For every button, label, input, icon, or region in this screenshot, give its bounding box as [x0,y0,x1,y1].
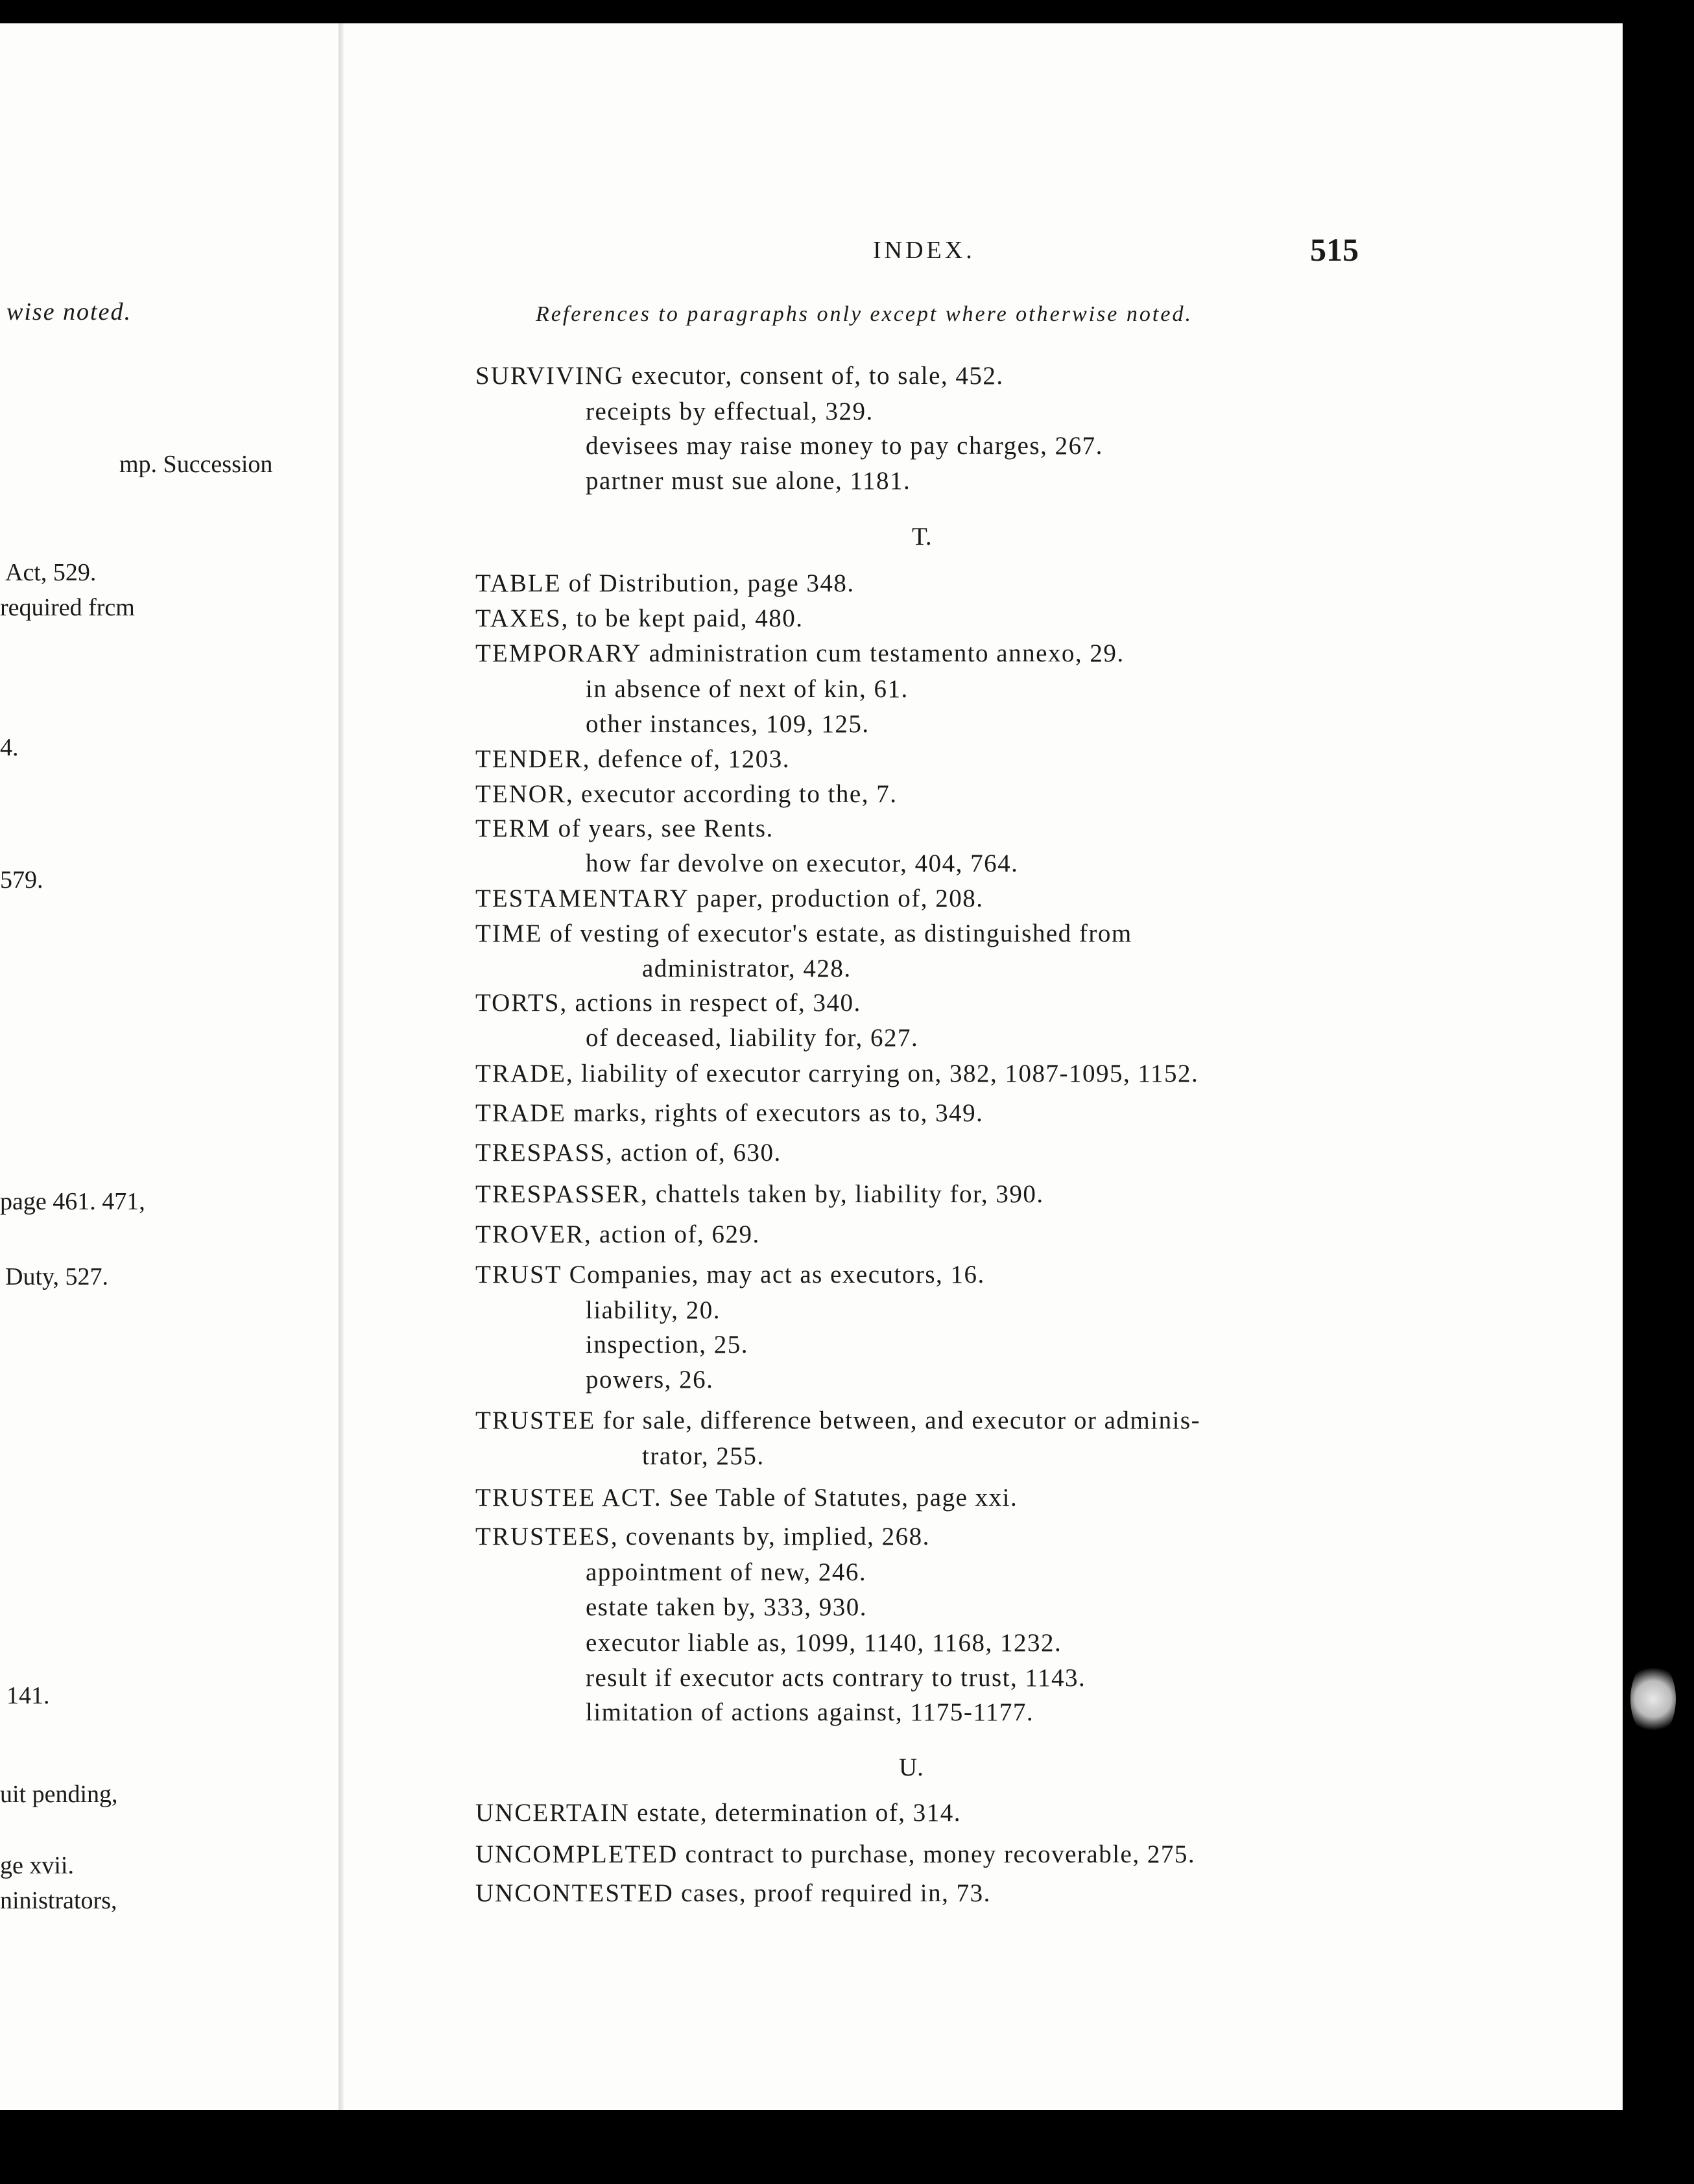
index-subentry [586,1700,1034,1725]
entry-headword: TEMPORARY [475,639,642,667]
index-entry [475,1262,985,1287]
entry-text: inspection, 25. [586,1331,749,1359]
index-entry [475,1881,991,1906]
index-subentry [586,676,909,702]
index-subentry [586,711,870,737]
index-subentry [586,1332,748,1357]
left-fragment: required frcm [0,594,135,621]
entry-text: other instances, 109, 125. [586,710,870,738]
index-subentry [586,851,1018,876]
entry-text: estate taken by, 333, 930. [586,1593,867,1621]
entry-text: executor liable as, 1099, 1140, 1168, 1232. [586,1629,1062,1657]
entry-headword: TABLE [475,569,562,597]
entry-headword: TRADE [475,1099,566,1127]
entry-headword: TROVER, [475,1220,592,1248]
left-fragment: Act, 529. [5,559,97,586]
entry-text: See Table of Statutes, page xxi. [662,1484,1018,1512]
left-fragment: Duty, 527. [5,1263,109,1290]
entry-text: liability, 20. [586,1296,721,1324]
entry-text: marks, rights of executors as to, 349. [566,1099,984,1127]
index-entry [475,1842,1195,1867]
entry-text: action of, 629. [591,1220,760,1248]
left-facing-page [0,23,339,2110]
page-gutter [339,23,344,2110]
entry-text: defence of, 1203. [590,745,791,773]
index-subentry [642,1443,765,1469]
entry-headword: TIME [475,920,543,947]
index-entry [475,606,803,631]
entry-text: of vesting of executor's estate, as distinguished from [542,920,1132,947]
index-entry [475,363,1004,388]
entry-headword: TERM [475,814,551,842]
index-entry [475,1408,1200,1433]
section-letter-heading: U. [899,1753,924,1781]
entry-headword: TAXES, [475,604,569,632]
left-fragment: wise noted. [6,298,132,326]
left-fragment: 141. [6,1682,50,1709]
index-subentry [586,1025,918,1050]
entry-headword: SURVIVING [475,362,625,390]
index-entry [475,1800,961,1825]
entry-headword: TRUSTEE ACT. [475,1484,662,1512]
index-subentry [642,956,852,981]
index-subentry [586,1595,867,1620]
index-entry [475,641,1125,666]
index-entry [475,886,984,911]
index-entry [475,1181,1044,1207]
entry-text: limitation of actions against, 1175-1177. [586,1698,1034,1726]
index-entry [475,781,898,807]
section-letter-heading: T. [912,523,932,551]
entry-text: for sale, difference between, and executor or adminis- [595,1407,1201,1434]
entry-text: liability of executor carrying on, 382, 1087-1095, 1152. [573,1060,1199,1087]
left-fragment: uit pending, [0,1781,118,1808]
entry-headword: TENOR, [475,780,574,808]
entry-text: to be kept paid, 480. [569,604,804,632]
entry-headword: TENDER, [475,745,591,773]
reference-note: References to paragraphs only except where otherwise noted. [536,302,1193,326]
index-entry [475,746,790,772]
entry-text: administrator, 428. [642,955,852,982]
entry-text: cases, proof required in, 73. [673,1879,991,1907]
entry-headword: TRUSTEES, [475,1523,619,1550]
entry-headword: TRUST [475,1261,562,1288]
left-fragment: page 461. 471, [0,1188,145,1215]
index-subentry [586,1665,1086,1691]
entry-text: trator, 255. [642,1442,765,1470]
index-subentry [586,399,874,424]
entry-text: actions in respect of, 340. [567,989,861,1017]
entry-text: chattels taken by, liability for, 390. [648,1180,1044,1208]
index-entry [475,921,1132,946]
entry-headword: TRUSTEE [475,1407,596,1434]
index-subentry [586,468,911,493]
entry-headword: TESTAMENTARY [475,884,689,912]
index-entry [475,1100,983,1126]
left-fragment: mp. Succession [119,451,273,478]
index-entry [475,1061,1199,1086]
entry-text: partner must sue alone, 1181. [586,467,911,495]
index-subentry [586,1630,1062,1656]
index-entry [475,1140,781,1165]
left-fragment: 579. [0,866,43,894]
page-number: 515 [1310,231,1359,268]
entry-text: Companies, may act as executors, 16. [562,1261,985,1288]
entry-text: administration cum testamento annexo, 29. [641,639,1125,667]
index-subentry [586,433,1103,458]
entry-text: of years, see Rents. [551,814,774,842]
index-entry [475,1524,930,1549]
entry-headword: UNCERTAIN [475,1799,630,1827]
index-subentry [586,1560,866,1585]
index-entry [475,816,774,841]
entry-text: covenants by, implied, 268. [618,1523,930,1550]
entry-headword: TORTS, [475,989,568,1017]
entry-text: of Distribution, page 348. [561,569,855,597]
entry-text: powers, 26. [586,1366,714,1394]
page-damage-speck [1630,1660,1676,1738]
entry-headword: TRESPASSER, [475,1180,649,1208]
left-fragment: 4. [0,734,19,761]
entry-text: of deceased, liability for, 627. [586,1024,919,1052]
entry-text: how far devolve on executor, 404, 764. [586,849,1019,877]
left-fragment: ge xvii. [0,1852,74,1879]
entry-text: estate, determination of, 314. [629,1799,961,1827]
index-subentry [586,1367,713,1392]
entry-text: devisees may raise money to pay charges, 267. [586,432,1103,460]
index-entry [475,1485,1018,1510]
entry-text: executor, consent of, to sale, 452. [624,362,1004,390]
entry-text: appointment of new, 246. [586,1558,867,1586]
entry-headword: UNCONTESTED [475,1879,674,1907]
index-entry [475,1222,760,1247]
entry-text: contract to purchase, money recoverable, 275. [678,1840,1196,1868]
entry-headword: TRADE, [475,1060,574,1087]
entry-headword: UNCOMPLETED [475,1840,678,1868]
entry-text: receipts by effectual, 329. [586,398,874,425]
running-head: INDEX. [873,237,975,264]
index-entry [475,990,861,1015]
entry-text: in absence of next of kin, 61. [586,675,909,703]
entry-text: result if executor acts contrary to trust, 1143. [586,1664,1086,1692]
entry-text: action of, 630. [613,1139,781,1167]
entry-text: paper, production of, 208. [689,884,984,912]
index-subentry [586,1298,721,1323]
index-entry [475,571,855,596]
entry-text: executor according to the, 7. [573,780,898,808]
entry-headword: TRESPASS, [475,1139,614,1167]
left-fragment: ninistrators, [0,1887,117,1914]
